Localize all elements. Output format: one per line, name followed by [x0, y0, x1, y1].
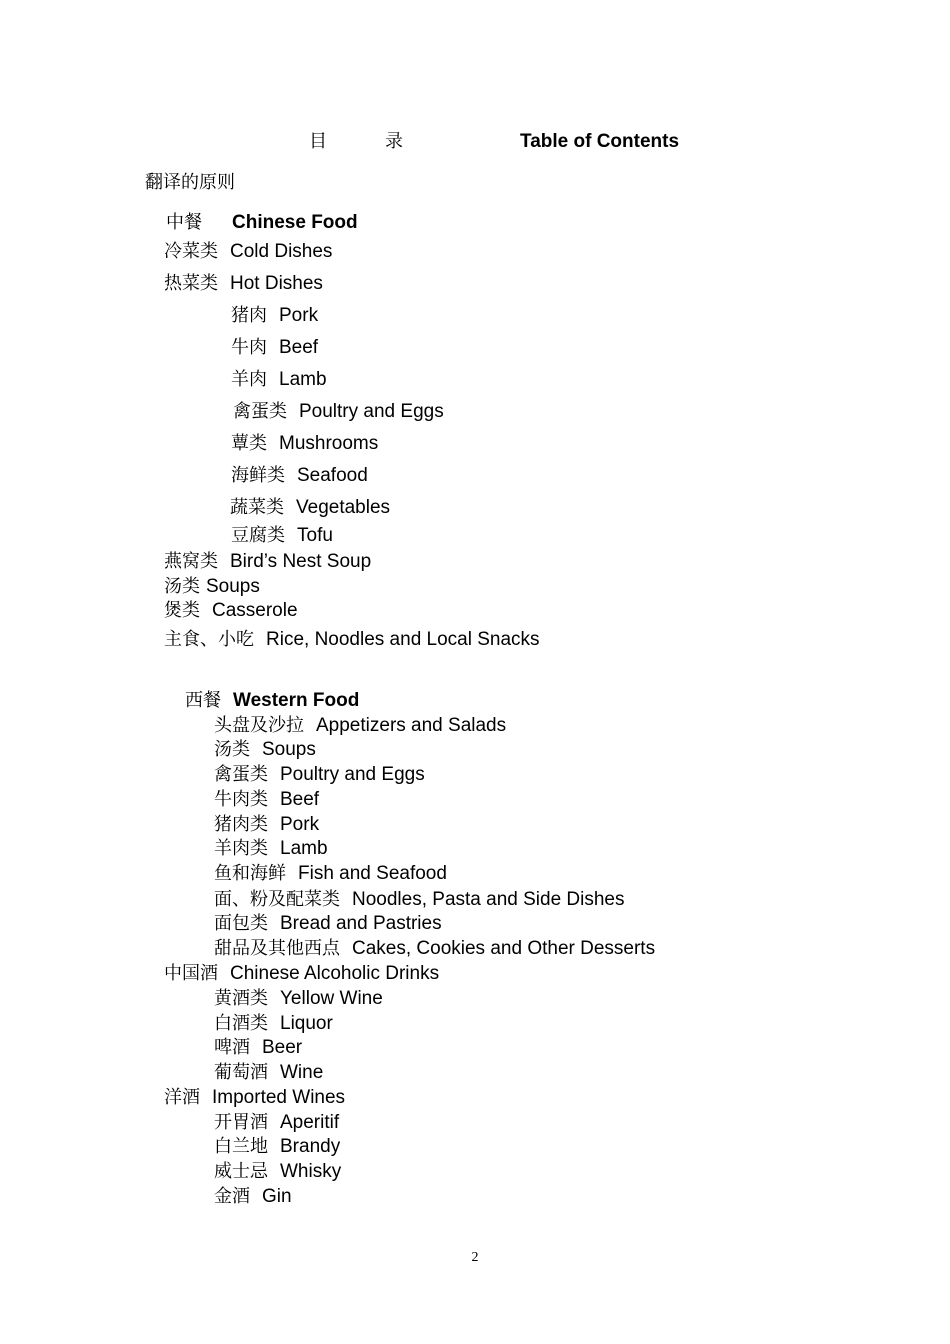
entry-en: Beef [279, 337, 319, 358]
entry-zh: 白兰地 [214, 1136, 268, 1157]
entry-en: Seafood [297, 465, 368, 486]
toc-entry[interactable] [214, 937, 655, 961]
toc-entry[interactable] [164, 550, 371, 574]
toc-entry[interactable] [214, 1135, 340, 1159]
toc-entry[interactable] [214, 888, 625, 912]
entry-zh: 燕窝类 [164, 551, 218, 572]
section-heading-en: Western Food [233, 690, 360, 711]
section-heading-chinese-food[interactable] [166, 211, 358, 235]
entry-en: Appetizers and Salads [316, 715, 507, 736]
entry-en: Lamb [280, 838, 328, 859]
toc-entry[interactable] [214, 788, 319, 812]
entry-zh: 葡萄酒 [214, 1062, 268, 1083]
entry-zh: 牛肉类 [214, 789, 268, 810]
toc-entry[interactable] [233, 400, 444, 424]
entry-zh: 中国酒 [164, 963, 218, 984]
toc-entry[interactable] [214, 1012, 333, 1036]
entry-en: Rice, Noodles and Local Snacks [266, 629, 540, 650]
entry-en: Soups [206, 576, 260, 597]
entry-en: Fish and Seafood [298, 863, 447, 884]
toc-title-zh-2: 录 [385, 131, 403, 152]
entry-zh: 鱼和海鲜 [214, 863, 286, 884]
toc-entry[interactable] [214, 837, 328, 861]
entry-en: Tofu [297, 525, 333, 546]
toc-entry[interactable] [231, 304, 318, 328]
entry-en: Pork [279, 305, 319, 326]
entry-en: Cakes, Cookies and Other Desserts [352, 938, 656, 959]
entry-en: Soups [262, 739, 316, 760]
entry-en: Imported Wines [212, 1087, 346, 1108]
toc-entry[interactable] [214, 1111, 339, 1135]
entry-zh: 甜品及其他西点 [214, 938, 340, 959]
entry-zh: 黄酒类 [214, 988, 268, 1009]
toc-entry[interactable] [164, 1086, 345, 1110]
toc-entry[interactable] [214, 1160, 341, 1184]
toc-entry[interactable] [214, 813, 319, 837]
entry-en: Yellow Wine [280, 988, 383, 1009]
toc-entry[interactable] [164, 628, 540, 652]
entry-en: Bread and Pastries [280, 913, 442, 934]
toc-entry[interactable] [214, 862, 447, 886]
entry-zh: 牛肉 [231, 337, 267, 358]
toc-entry[interactable] [164, 240, 332, 264]
entry-en: Cold Dishes [230, 241, 333, 262]
entry-zh: 白酒类 [214, 1013, 268, 1034]
entry-en: Poultry and Eggs [299, 401, 444, 422]
toc-entry[interactable] [231, 524, 333, 548]
entry-zh: 开胃酒 [214, 1112, 268, 1133]
toc-entry[interactable] [231, 432, 378, 456]
toc-entry[interactable] [214, 1036, 302, 1060]
entry-zh: 禽蛋类 [233, 401, 287, 422]
entry-zh: 面包类 [214, 913, 268, 934]
toc-entry[interactable] [231, 464, 368, 488]
entry-en: Hot Dishes [230, 273, 323, 294]
entry-en: Poultry and Eggs [280, 764, 425, 785]
toc-entry[interactable] [214, 763, 425, 787]
entry-en: Noodles, Pasta and Side Dishes [352, 889, 625, 910]
toc-title-zh-1: 目 [309, 131, 327, 152]
entry-en: Gin [262, 1186, 292, 1207]
entry-zh: 羊肉 [231, 369, 267, 390]
entry-zh: 禽蛋类 [214, 764, 268, 785]
toc-entry[interactable] [164, 962, 439, 986]
entry-zh: 金酒 [214, 1186, 250, 1207]
toc-entry[interactable] [230, 496, 390, 520]
entry-en: Chinese Alcoholic Drinks [230, 963, 440, 984]
entry-zh: 煲类 [164, 600, 200, 621]
entry-zh: 蕈类 [231, 433, 267, 454]
section-heading-western-food[interactable] [185, 689, 359, 713]
entry-en: Beef [280, 789, 320, 810]
entry-en: Vegetables [296, 497, 391, 518]
entry-zh: 猪肉类 [214, 814, 268, 835]
toc-entry[interactable] [214, 738, 316, 762]
toc-entry[interactable] [231, 336, 318, 360]
toc-entry[interactable] [231, 368, 327, 392]
toc-entry[interactable] [214, 714, 506, 738]
entry-zh: 洋酒 [164, 1087, 200, 1108]
page-number: 2 [471, 1250, 479, 1265]
entry-zh: 头盘及沙拉 [214, 715, 304, 736]
entry-en: Brandy [280, 1136, 341, 1157]
toc-entry[interactable] [164, 272, 323, 296]
entry-en: Mushrooms [279, 433, 379, 454]
entry-en: Aperitif [280, 1112, 340, 1133]
entry-zh: 威士忌 [214, 1161, 268, 1182]
entry-zh: 啤酒 [214, 1037, 250, 1058]
toc-entry[interactable] [214, 1185, 292, 1209]
entry-zh: 冷菜类 [164, 241, 218, 262]
entry-zh: 猪肉 [231, 305, 267, 326]
entry-zh: 热菜类 [164, 273, 218, 294]
entry-en: Beer [262, 1037, 303, 1058]
toc-entry[interactable] [214, 1061, 323, 1085]
toc-entry[interactable] [164, 599, 298, 623]
toc-title-en: Table of Contents [520, 131, 680, 152]
entry-zh: 海鲜类 [231, 465, 285, 486]
entry-en: Bird’s Nest Soup [230, 551, 372, 572]
entry-zh: 豆腐类 [231, 525, 285, 546]
section-heading-en: Chinese Food [232, 212, 358, 233]
toc-entry[interactable] [214, 912, 442, 936]
entry-zh: 汤类 [164, 576, 200, 597]
entry-zh: 面、粉及配菜类 [214, 889, 340, 910]
entry-zh: 蔬菜类 [230, 497, 284, 518]
entry-zh: 羊肉类 [214, 838, 268, 859]
toc-entry[interactable] [164, 575, 260, 599]
toc-entry-principles[interactable]: 翻译的原则 [145, 172, 235, 193]
entry-en: Whisky [280, 1161, 342, 1182]
toc-entry[interactable] [214, 987, 383, 1011]
entry-en: Liquor [280, 1013, 333, 1034]
entry-zh: 汤类 [214, 739, 250, 760]
entry-en: Wine [280, 1062, 324, 1083]
entry-en: Casserole [212, 600, 298, 621]
section-heading-zh: 西餐 [185, 690, 221, 711]
entry-en: Lamb [279, 369, 327, 390]
entry-zh: 主食、小吃 [164, 629, 254, 650]
section-heading-zh: 中餐 [166, 212, 202, 233]
entry-en: Pork [280, 814, 320, 835]
